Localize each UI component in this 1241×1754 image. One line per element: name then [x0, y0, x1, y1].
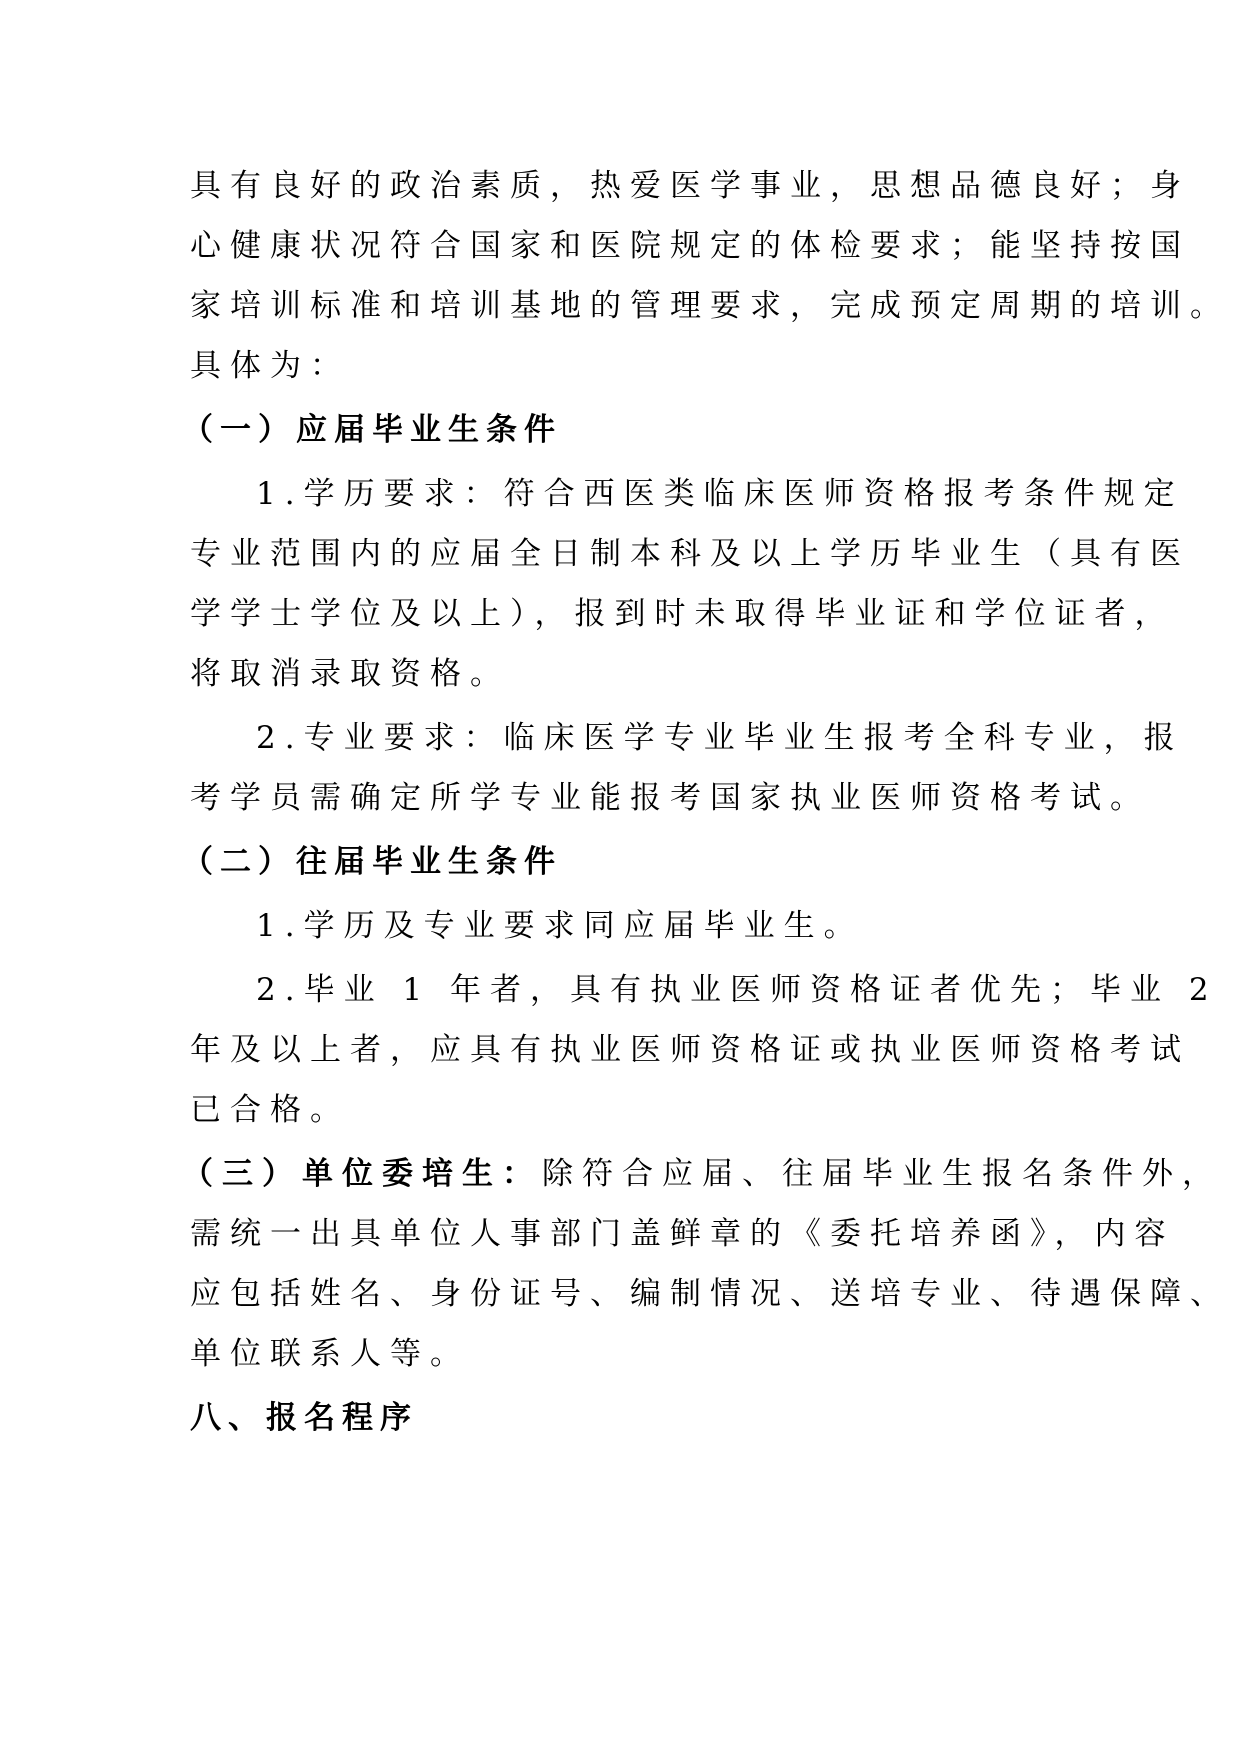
s1-item1-line-2: 专业范围内的应届全日制本科及以上学历毕业生（具有医	[190, 536, 1190, 572]
s3-line-3: 应包括姓名、身份证号、编制情况、送培专业、待遇保障、	[190, 1276, 1230, 1312]
s2-item1-line-1: 1.学历及专业要求同应届毕业生。	[256, 908, 864, 944]
s1-item2-line-2: 考学员需确定所学专业能报考国家执业医师资格考试。	[190, 780, 1150, 816]
intro-line-2: 心健康状况符合国家和医院规定的体检要求；能坚持按国	[190, 228, 1190, 264]
section-heading-unit-trainees: （三）单位委培生：	[182, 1156, 542, 1192]
s3-line-1-rest: 除符合应届、往届毕业生报名条件外，	[542, 1156, 1222, 1192]
s1-item1-line-4: 将取消录取资格。	[190, 656, 510, 692]
intro-line-1: 具有良好的政治素质，热爱医学事业，思想品德良好；身	[190, 168, 1190, 204]
s3-line-1	[182, 1152, 1222, 1196]
s2-item2-line-2: 年及以上者，应具有执业医师资格证或执业医师资格考试	[190, 1032, 1190, 1068]
section-heading-registration-procedure: 八、报名程序	[190, 1400, 418, 1436]
intro-line-3: 家培训标准和培训基地的管理要求，完成预定周期的培训。	[190, 288, 1230, 324]
section-heading-past-graduates: （二）往届毕业生条件	[182, 844, 562, 880]
s3-line-2: 需统一出具单位人事部门盖鲜章的《委托培养函》，内容	[190, 1216, 1175, 1252]
s2-item2-line-1: 2.毕业 1 年者，具有执业医师资格证者优先；毕业 2	[256, 972, 1218, 1008]
s1-item1-line-1: 1.学历要求：符合西医类临床医师资格报考条件规定	[256, 476, 1184, 512]
intro-line-4: 具体为：	[190, 348, 350, 384]
s2-item2-line-3: 已合格。	[190, 1092, 350, 1128]
s1-item2-line-1: 2.专业要求：临床医学专业毕业生报考全科专业，报	[256, 720, 1184, 756]
section-heading-fresh-graduates: （一）应届毕业生条件	[182, 412, 562, 448]
s3-line-4: 单位联系人等。	[190, 1336, 470, 1372]
s1-item1-line-3: 学学士学位及以上），报到时未取得毕业证和学位证者，	[190, 596, 1175, 632]
